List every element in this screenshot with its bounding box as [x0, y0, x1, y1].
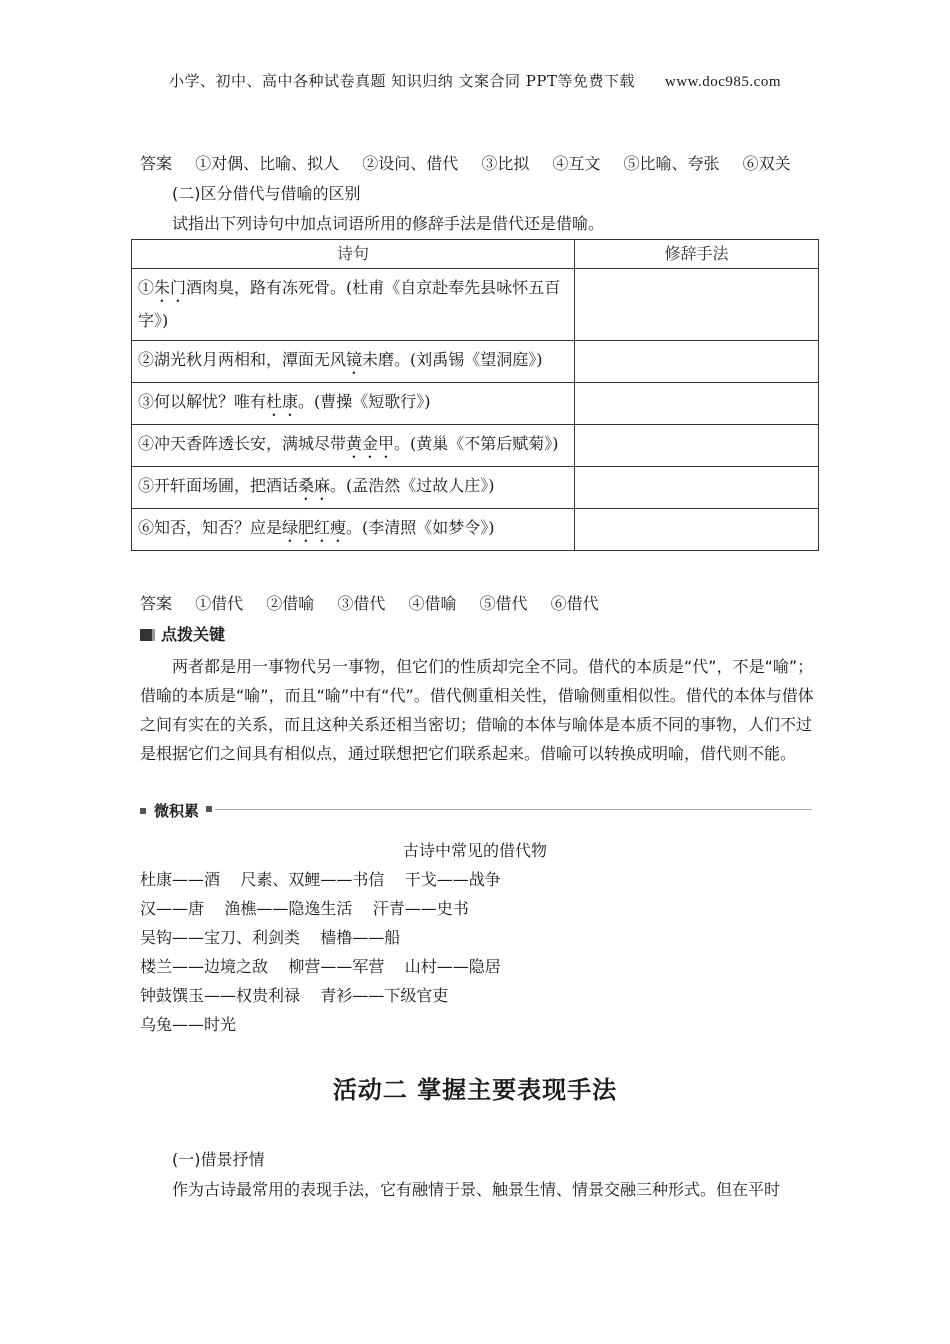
answer-item: ②设问、借代 — [362, 154, 459, 173]
rhetoric-table — [131, 239, 819, 551]
answer-item: ④借喻 — [408, 594, 457, 613]
key-title: 点拨关键 — [161, 625, 226, 644]
list-item: 汉——唐 渔樵——隐逸生活 汗青——史书 — [140, 899, 469, 918]
dotted-word: 桑麻 — [298, 476, 331, 495]
answer-item: ⑤比喻、夸张 — [623, 154, 720, 173]
table-row — [132, 425, 819, 467]
list-item: 吴钩——宝刀、利剑类 樯橹——船 — [140, 928, 401, 947]
activity-subtitle: (一)借景抒情 — [172, 1150, 265, 1169]
answer-item: ⑥双关 — [742, 154, 791, 173]
poem-cell: ③何以解忧？唯有杜康。(曹操《短歌行》) — [132, 383, 575, 425]
answer-cell[interactable] — [575, 509, 819, 551]
key-heading — [140, 622, 225, 645]
answer-cell[interactable] — [575, 383, 819, 425]
list-item: 钟鼓馔玉——权贵利禄 青衫——下级官吏 — [140, 986, 449, 1005]
activity-title: 活动二 掌握主要表现手法 — [332, 1076, 618, 1104]
answer-item: ④互文 — [552, 154, 601, 173]
dotted-word: 杜康 — [266, 392, 299, 411]
poem-cell: ⑥知否，知否？应是绿肥红瘦。(李清照《如梦令》) — [132, 509, 575, 551]
answer-item: ⑥借代 — [550, 594, 599, 613]
table-row — [132, 269, 819, 341]
answer-item: ⑤借代 — [479, 594, 528, 613]
answer-line-1 — [140, 151, 809, 174]
table-row — [132, 467, 819, 509]
list-title: 古诗中常见的借代物 — [402, 841, 547, 860]
dotted-word: 绿肥红瘦 — [282, 518, 347, 537]
table-row — [132, 341, 819, 383]
answer-label: 答案 — [140, 154, 173, 173]
section-intro: 试指出下列诗句中加点词语所用的修辞手法是借代还是借喻。 — [172, 214, 605, 233]
dotted-word: 朱门 — [154, 278, 187, 297]
answer-line-2 — [140, 591, 617, 614]
poem-cell: ①朱门酒肉臭，路有冻死骨。(杜甫《自京赴奉先县咏怀五百字》) — [132, 269, 575, 341]
answer-label: 答案 — [140, 594, 173, 613]
answer-item: ①对偶、比喻、拟人 — [195, 154, 340, 173]
header-poem: 诗句 — [132, 240, 575, 269]
key-paragraph: 两者都是用一事物代另一事物，但它们的性质却完全不同。借代的本质是“代”，不是“喻”；借喻的本质是“喻”，而且“喻”中有“代”。借代侧重相关性，借喻侧重相似性。借代的本体与借体之间有实在的关系，而且这种关系还相当密切；借喻的本体与喻体是本质不同的事物，人们不过是根据它们之间具有相似点，通过联想把它们联系起来。借喻可以转换成明喻，借代则不能。 — [140, 657, 814, 763]
bullet-icon — [206, 806, 212, 812]
bullet-icon — [140, 808, 146, 814]
dotted-word: 镜 — [346, 350, 363, 369]
answer-item: ③比拟 — [481, 154, 530, 173]
dotted-word: 黄金甲 — [346, 434, 395, 453]
answer-cell[interactable] — [575, 269, 819, 341]
micro-heading — [140, 800, 812, 820]
answer-cell[interactable] — [575, 467, 819, 509]
header-device: 修辞手法 — [575, 240, 819, 269]
activity-text: 作为古诗最常用的表现手法，它有融情于景、触景生情、情景交融三种形式。但在平时 — [172, 1180, 781, 1199]
poem-cell: ⑤开轩面场圃，把酒话桑麻。(孟浩然《过故人庄》) — [132, 467, 575, 509]
poem-cell: ④冲天香阵透长安，满城尽带黄金甲。(黄巢《不第后赋菊》) — [132, 425, 575, 467]
poem-cell: ②湖光秋月两相和，潭面无风镜未磨。(刘禹锡《望洞庭》) — [132, 341, 575, 383]
header-site: www.doc985.com — [664, 74, 781, 90]
header-text: 小学、初中、高中各种试卷真题 知识归纳 文案合同 PPT等免费下载 — [168, 72, 635, 90]
answer-item: ②借喻 — [266, 594, 315, 613]
divider — [215, 809, 812, 810]
answer-cell[interactable] — [575, 425, 819, 467]
answer-item: ③借代 — [337, 594, 386, 613]
page-header — [0, 70, 950, 91]
table-row — [132, 509, 819, 551]
section-title: (二)区分借代与借喻的区别 — [172, 184, 361, 203]
answer-item: ①借代 — [195, 594, 244, 613]
micro-title: 微积累 — [154, 802, 200, 820]
table-header-row — [132, 240, 819, 269]
list-item: 杜康——酒 尺素、双鲤——书信 干戈——战争 — [140, 870, 501, 889]
table-row — [132, 383, 819, 425]
list-item: 乌兔——时光 — [140, 1015, 237, 1034]
answer-cell[interactable] — [575, 341, 819, 383]
square-icon — [140, 629, 155, 641]
list-item: 楼兰——边境之敌 柳营——军营 山村——隐居 — [140, 957, 501, 976]
